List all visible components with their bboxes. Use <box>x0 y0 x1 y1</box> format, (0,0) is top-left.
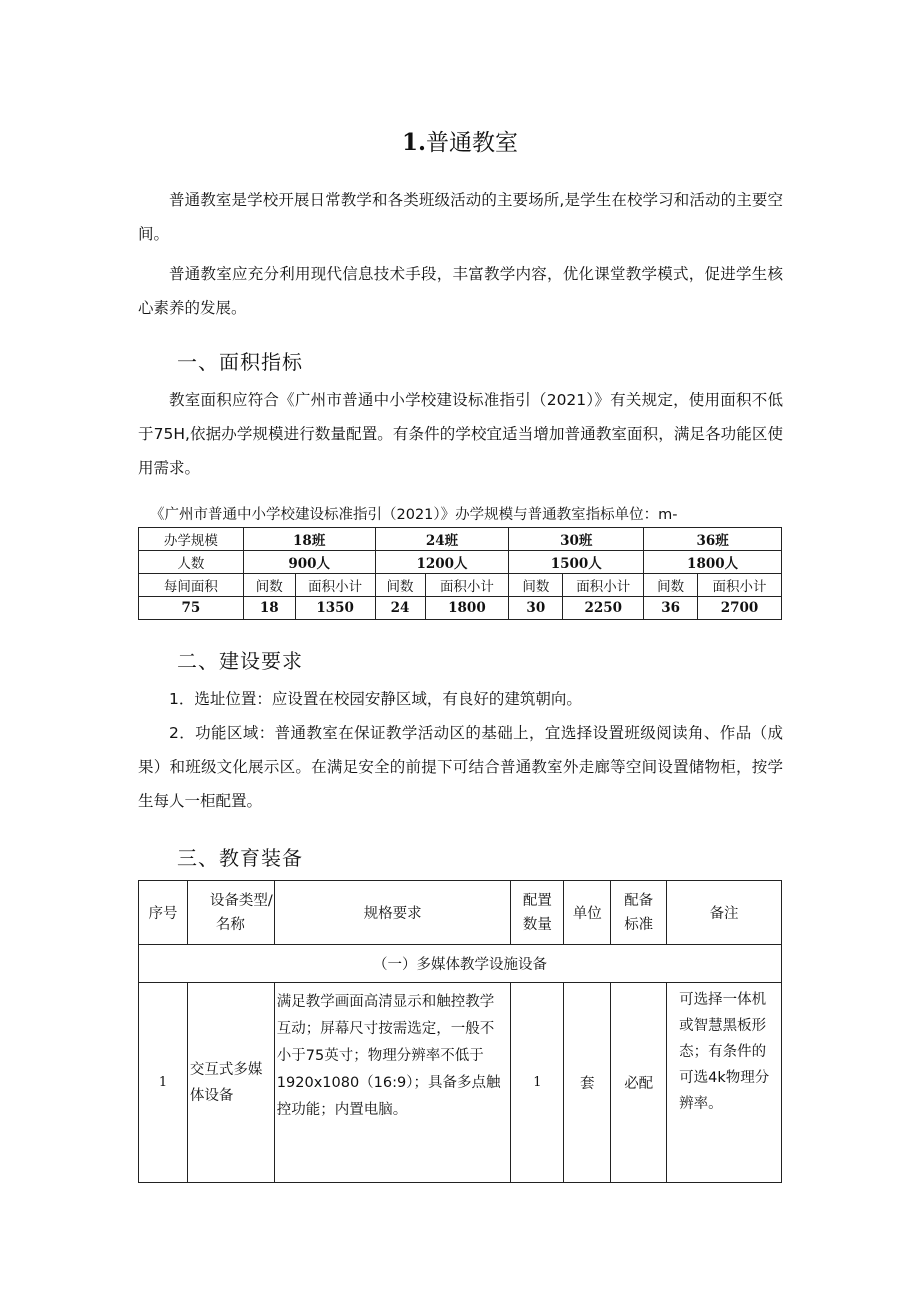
row-spec: 满足教学画面高清显示和触控教学互动；屏幕尺寸按需选定，一般不小于75英寸；物理分辨率不低于1920x1080（16:9）；具备多点触控功能；内置电脑。 <box>274 983 511 1183</box>
row-remark: 可选择一体机或智慧黑板形态；有条件的可选4k物理分辨率。 <box>667 983 782 1183</box>
requirement-item-2: 2．功能区域：普通教室在保证教学活动区的基础上，宜选择设置班级阅读角、作品（成果）和班级文化展示区。在满足安全的前提下可结合普通教室外走廊等空间设置储物柜，按学生每人一柜配置。 <box>138 724 783 810</box>
area-value: 75 <box>139 597 244 620</box>
scale-cell: 24班 <box>375 528 509 551</box>
area-paragraph: 教室面积应符合《广州市普通中小学校建设标准指引（2021）》有关规定，使用面积不低于75H,依据办学规模进行数量配置。有条件的学校宜适当增加普通教室面积，满足各功能区使用需求。 <box>138 391 783 477</box>
subtotal-header: 面积小计 <box>698 574 782 597</box>
group-row <box>139 945 782 983</box>
subtotal-value: 2250 <box>563 597 644 620</box>
scale-label: 办学规模 <box>139 528 244 551</box>
scale-cell: 18班 <box>243 528 375 551</box>
header-unit: 单位 <box>564 881 611 945</box>
count-value: 30 <box>509 597 563 620</box>
equipment-table <box>138 880 782 1183</box>
people-cell: 1200人 <box>375 551 509 574</box>
count-value: 18 <box>243 597 295 620</box>
count-value: 36 <box>644 597 698 620</box>
table-row <box>139 574 782 597</box>
row-standard: 必配 <box>611 983 667 1183</box>
row-qty: 1 <box>511 983 564 1183</box>
group-label: （一）多媒体教学设施设备 <box>139 945 782 983</box>
table-row <box>139 597 782 620</box>
header-spec: 规格要求 <box>274 881 511 945</box>
header-standard: 配备 标准 <box>611 881 667 945</box>
subtotal-header: 面积小计 <box>563 574 644 597</box>
header-type: 设备类型/ 名称 <box>187 881 274 945</box>
people-cell: 1800人 <box>644 551 782 574</box>
subtotal-value: 1350 <box>295 597 375 620</box>
row-no: 1 <box>139 983 188 1183</box>
row-name: 交互式多媒体设备 <box>187 983 274 1183</box>
header-no: 序号 <box>139 881 188 945</box>
people-label: 人数 <box>139 551 244 574</box>
subtotal-header: 面积小计 <box>425 574 509 597</box>
subtotal-value: 2700 <box>698 597 782 620</box>
header-qty: 配置 数量 <box>511 881 564 945</box>
count-header: 间数 <box>644 574 698 597</box>
count-value: 24 <box>375 597 425 620</box>
section-heading-equipment: 三、教育装备 <box>177 846 303 870</box>
count-header: 间数 <box>375 574 425 597</box>
section-heading-area: 一、面积指标 <box>177 350 303 374</box>
scale-cell: 30班 <box>509 528 644 551</box>
section-heading-requirements: 二、建设要求 <box>177 649 303 673</box>
table-row <box>139 551 782 574</box>
table-row <box>139 528 782 551</box>
table-header-row <box>139 881 782 945</box>
intro-paragraph-2: 普通教室应充分利用现代信息技术手段，丰富教学内容，优化课堂教学模式，促进学生核心素养的发展。 <box>138 265 783 317</box>
area-label: 每间面积 <box>139 574 244 597</box>
header-remark: 备注 <box>667 881 782 945</box>
people-cell: 900人 <box>243 551 375 574</box>
scale-cell: 36班 <box>644 528 782 551</box>
page-title: 1.普通教室 <box>401 129 518 156</box>
count-header: 间数 <box>243 574 295 597</box>
requirement-item-1: 1．选址位置：应设置在校园安静区域，有良好的建筑朝向。 <box>169 690 582 708</box>
intro-paragraph-1: 普通教室是学校开展日常教学和各类班级活动的主要场所,是学生在校学习和活动的主要空间。 <box>138 191 783 243</box>
people-cell: 1500人 <box>509 551 644 574</box>
area-index-table <box>138 527 782 620</box>
subtotal-header: 面积小计 <box>295 574 375 597</box>
table-caption: 《广州市普通中小学校建设标准指引（2021）》办学规模与普通教室指标单位：m- <box>150 507 678 523</box>
table-row <box>139 983 782 1183</box>
subtotal-value: 1800 <box>425 597 509 620</box>
row-unit: 套 <box>564 983 611 1183</box>
count-header: 间数 <box>509 574 563 597</box>
